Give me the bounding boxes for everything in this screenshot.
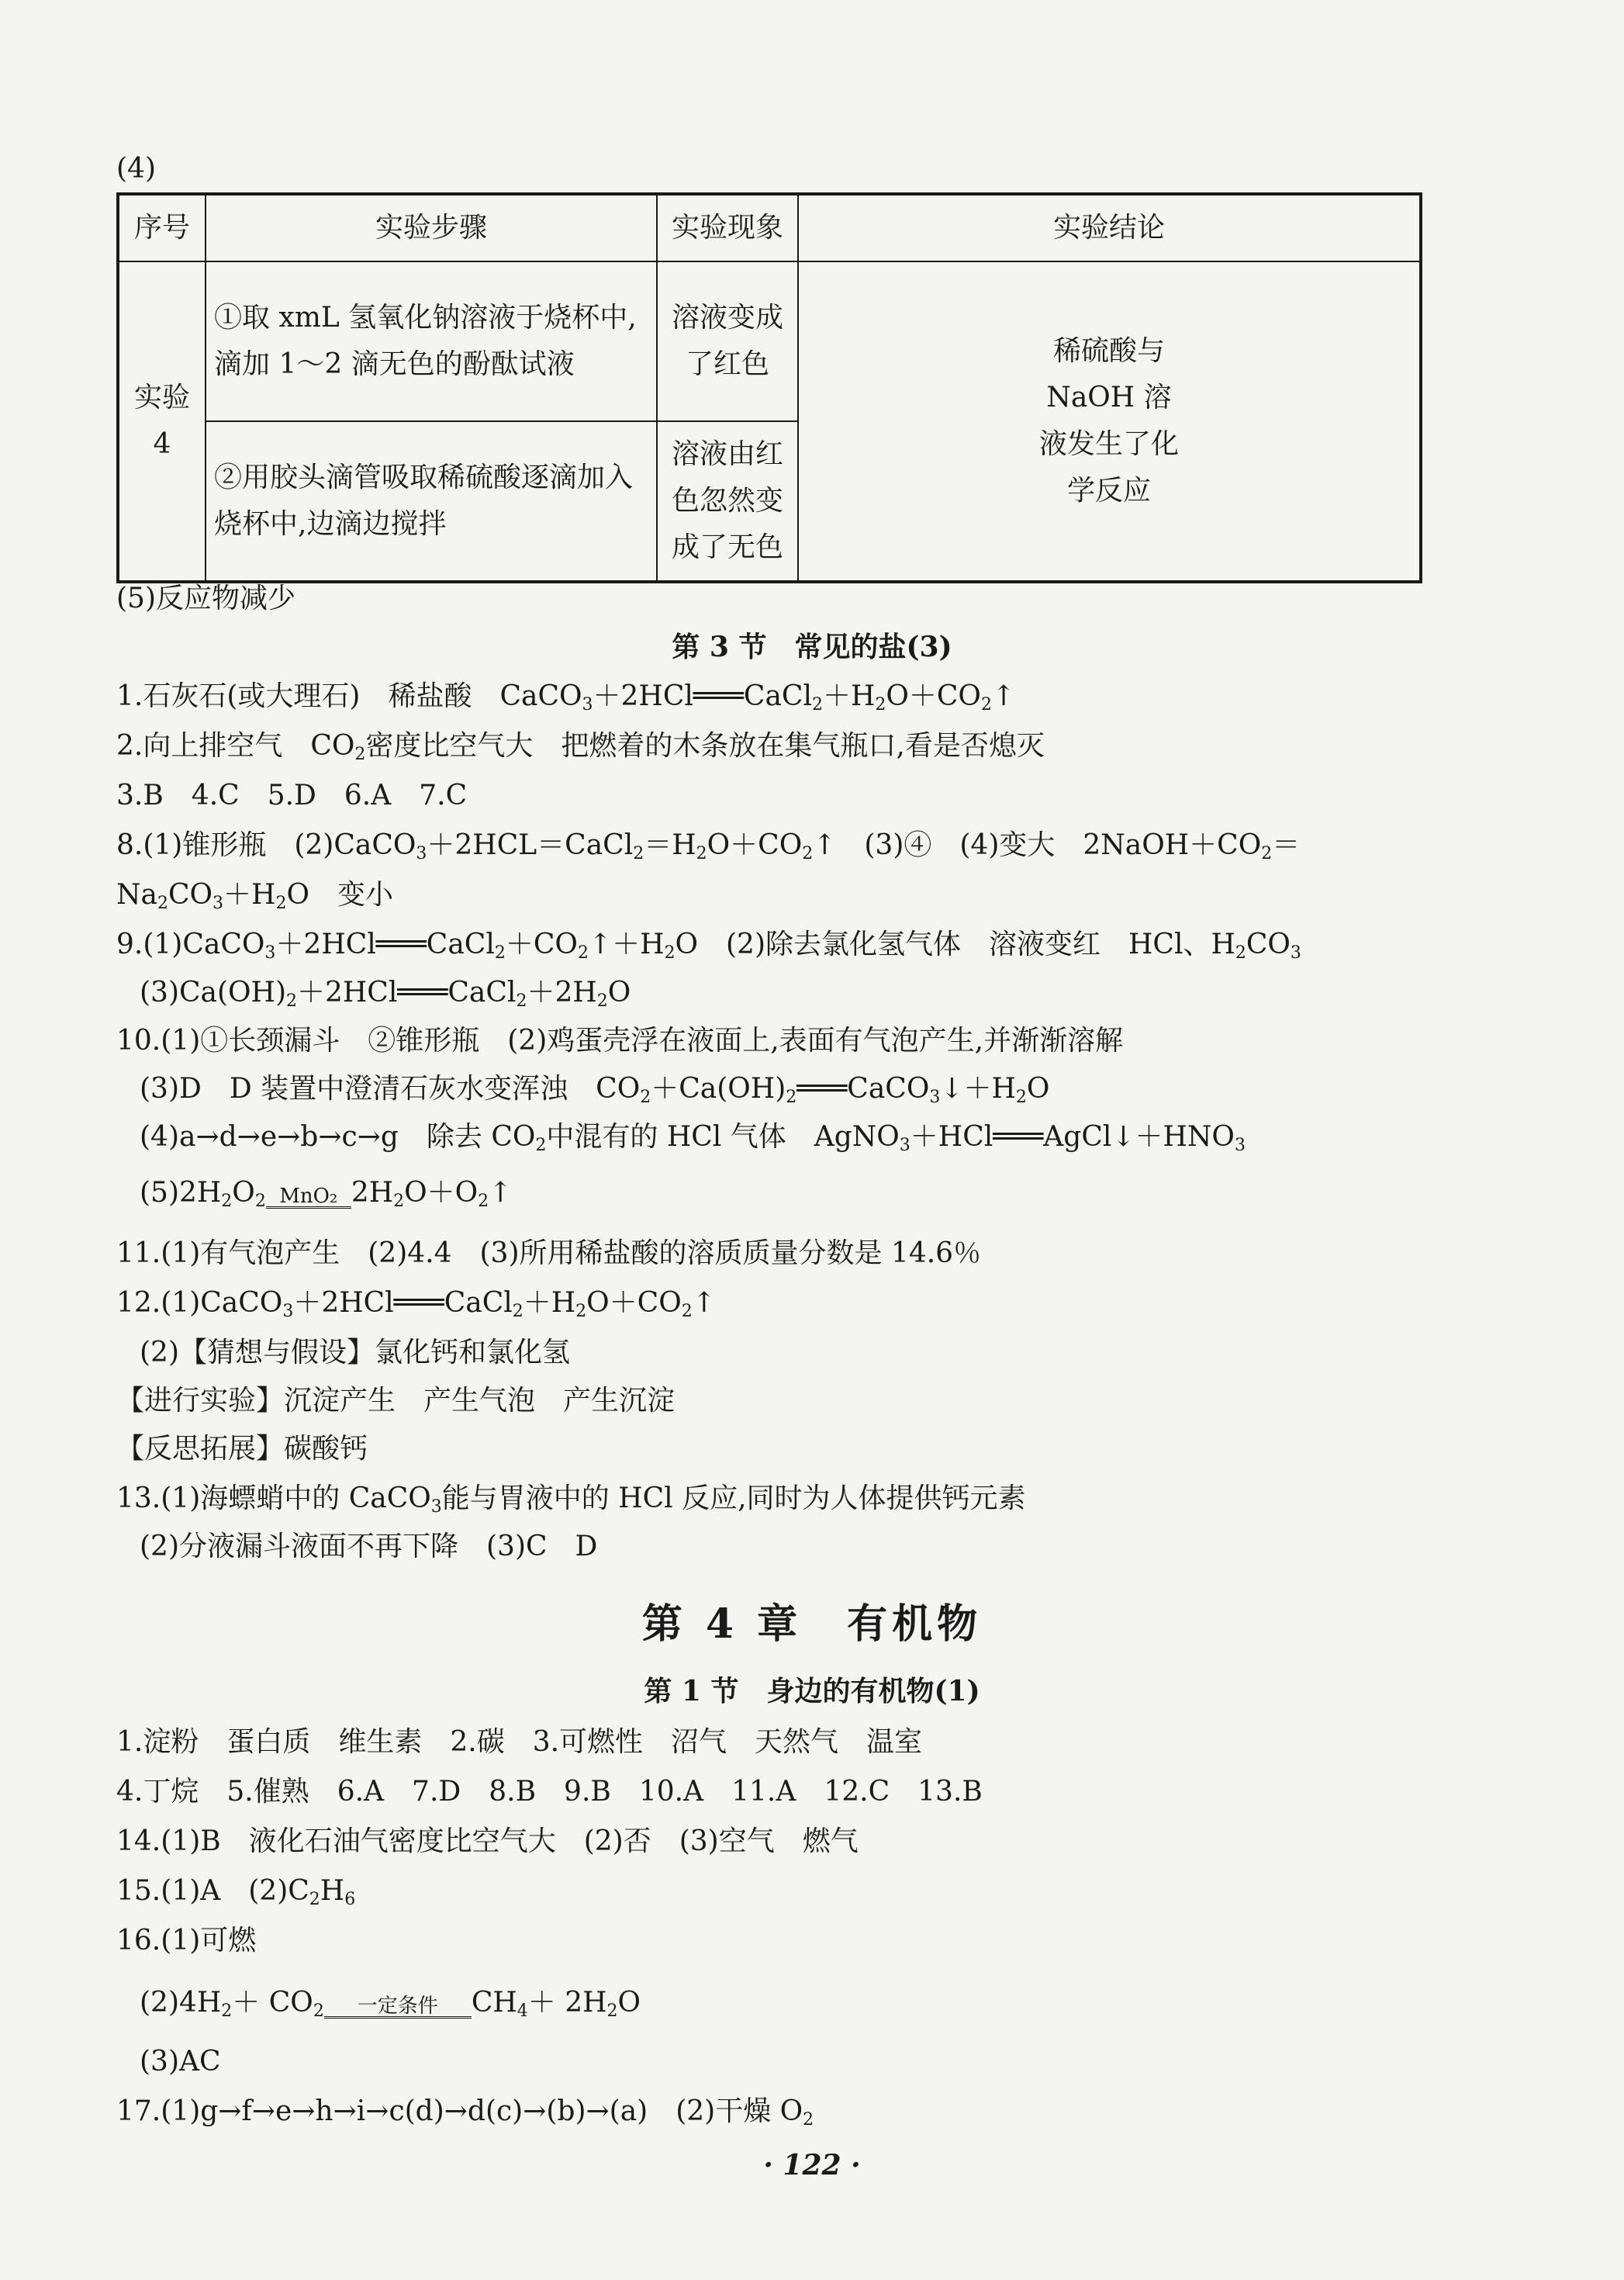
phenomenon-1: 溶液变成了红色	[657, 261, 798, 421]
row-label: 实验 4	[118, 261, 206, 582]
organic-answer-q14: 14.(1)B 液化石油气密度比空气大 (2)否 (3)空气 燃气	[116, 1825, 859, 1857]
header-conclusion: 实验结论	[798, 194, 1421, 261]
answer-q11: 11.(1)有气泡产生 (2)4.4 (3)所用稀盐酸的溶质质量分数是 14.6％	[116, 1237, 982, 1269]
table-header-row	[118, 194, 1421, 261]
answer-q12-line4: 【反思拓展】碳酸钙	[116, 1433, 368, 1465]
step-2: ②用胶头滴管吸取稀硫酸逐滴加入烧杯中,边滴边搅拌	[206, 421, 657, 582]
answer-q10-line1: 10.(1)①长颈漏斗 ②锥形瓶 (2)鸡蛋壳浮在液面上,表面有气泡产生,并渐渐溶解	[116, 1025, 1124, 1057]
part5-answer: (5)反应物减少	[116, 583, 295, 614]
answer-q8-line2: $Na_2CO_3+H_2O$ 变小	[116, 879, 393, 913]
header-steps: 实验步骤	[206, 194, 657, 261]
organic-answer-q16-line3: (3)AC	[140, 2046, 221, 2078]
answer-q10-line2: (3)D D 装置中澄清石灰水变浑浊 $CO_2+Ca(OH)_2═══CaCO_3↓+H_2O$	[140, 1073, 1050, 1107]
organic-answer-q15: 15.(1)A $(2)C_2H_6$	[116, 1875, 356, 1909]
conclusion	[798, 261, 1421, 582]
page-number: · 122 ·	[763, 2149, 861, 2181]
answer-q10-line4: $(5)2H_2O_2$ MnO₂ $2H_2O+O_2↑$	[116, 1170, 1536, 1216]
step-1: ①取 xmL 氢氧化钠溶液于烧杯中,滴加 1～2 滴无色的酚酞试液	[206, 261, 657, 421]
reaction-condition: 一定条件	[324, 1996, 472, 2026]
header-index: 序号	[118, 194, 206, 261]
organic-answer-q1-3: 1.淀粉 蛋白质 维生素 2.碳 3.可燃性 沼气 天然气 温室	[116, 1726, 923, 1758]
organic-answer-q16-line2: $(2)4H_2+ CO_2$ 一定条件 $CH_4+ 2H_2O$	[116, 1980, 1536, 2026]
answer-q10-line3: (4)a→d→e→b→c→g 除去 $CO_2$中混有的 HCl 气体 $AgNO_3+HCl═══AgCl↓+HNO_3$	[140, 1121, 1246, 1155]
section-title-salt: 第 3 节 常见的盐(3)	[672, 631, 952, 663]
answer-q8-line1: 8.(1)锥形瓶 $(2)CaCO_3+2HCL=CaCl_2=H_2O+CO_2↑$ (3)④ (4)变大 $2NaOH+CO_2=$	[116, 829, 1301, 863]
table-row	[118, 261, 1421, 421]
answer-q1: 1.石灰石(或大理石) 稀盐酸 $CaCO_3+2HCl═══CaCl_2+H_2O+CO_2↑$	[116, 680, 1016, 714]
chapter-title: 第 4 章 有机物	[641, 1600, 983, 1648]
header-phenomena: 实验现象	[657, 194, 798, 261]
answer-q3-7: 3.B 4.C 5.D 6.A 7.C	[116, 780, 468, 811]
phenomenon-2: 溶液由红色忽然变成了无色	[657, 421, 798, 582]
organic-answer-q4-13: 4.丁烷 5.催熟 6.A 7.D 8.B 9.B 10.A 11.A 12.C 13.B	[116, 1776, 983, 1808]
answer-q9-line1: $9.(1)CaCO_3+2HCl═══CaCl_2+CO_2↑+H_2O$ (2)除去氯化氢气体 溶液变红 HCl、$H_2CO_3$	[116, 929, 1301, 963]
answer-q12-line1: $12.(1)CaCO_3+2HCl═══CaCl_2+H_2O+CO_2↑$	[116, 1287, 716, 1321]
conclusion-text: 稀硫酸与NaOH 溶液发生了化学反应	[1039, 335, 1180, 507]
answer-q2: 2.向上排空气 $CO_2$密度比空气大 把燃着的木条放在集气瓶口,看是否熄灭	[116, 730, 1045, 764]
organic-answer-q17: 17.(1)g→f→e→h→i→c(d)→d(c)→(b)→(a) (2)干燥 $O_2$	[116, 2095, 814, 2129]
part4-label: (4)	[116, 153, 156, 185]
section-title-organic: 第 1 节 身边的有机物(1)	[644, 1675, 980, 1707]
answer-q12-line2: (2)【猜想与假设】氯化钙和氯化氢	[140, 1337, 570, 1368]
answer-q13-line2: (2)分液漏斗液面不再下降 (3)C D	[140, 1531, 598, 1562]
reaction-condition: MnO₂	[266, 1186, 351, 1216]
organic-answer-q16-line1: 16.(1)可燃	[116, 1925, 257, 1957]
answer-q13-line1: 13.(1)海螵蛸中的 CaCO$_3$能与胃液中的 HCl 反应,同时为人体提供钙元素	[116, 1483, 1026, 1517]
answer-q12-line3: 【进行实验】沉淀产生 产生气泡 产生沉淀	[116, 1385, 676, 1417]
experiment-table	[116, 192, 1422, 583]
answer-q9-line2: $(3)Ca(OH)_2+2HCl═══CaCl_2+2H_2O$	[140, 977, 631, 1011]
